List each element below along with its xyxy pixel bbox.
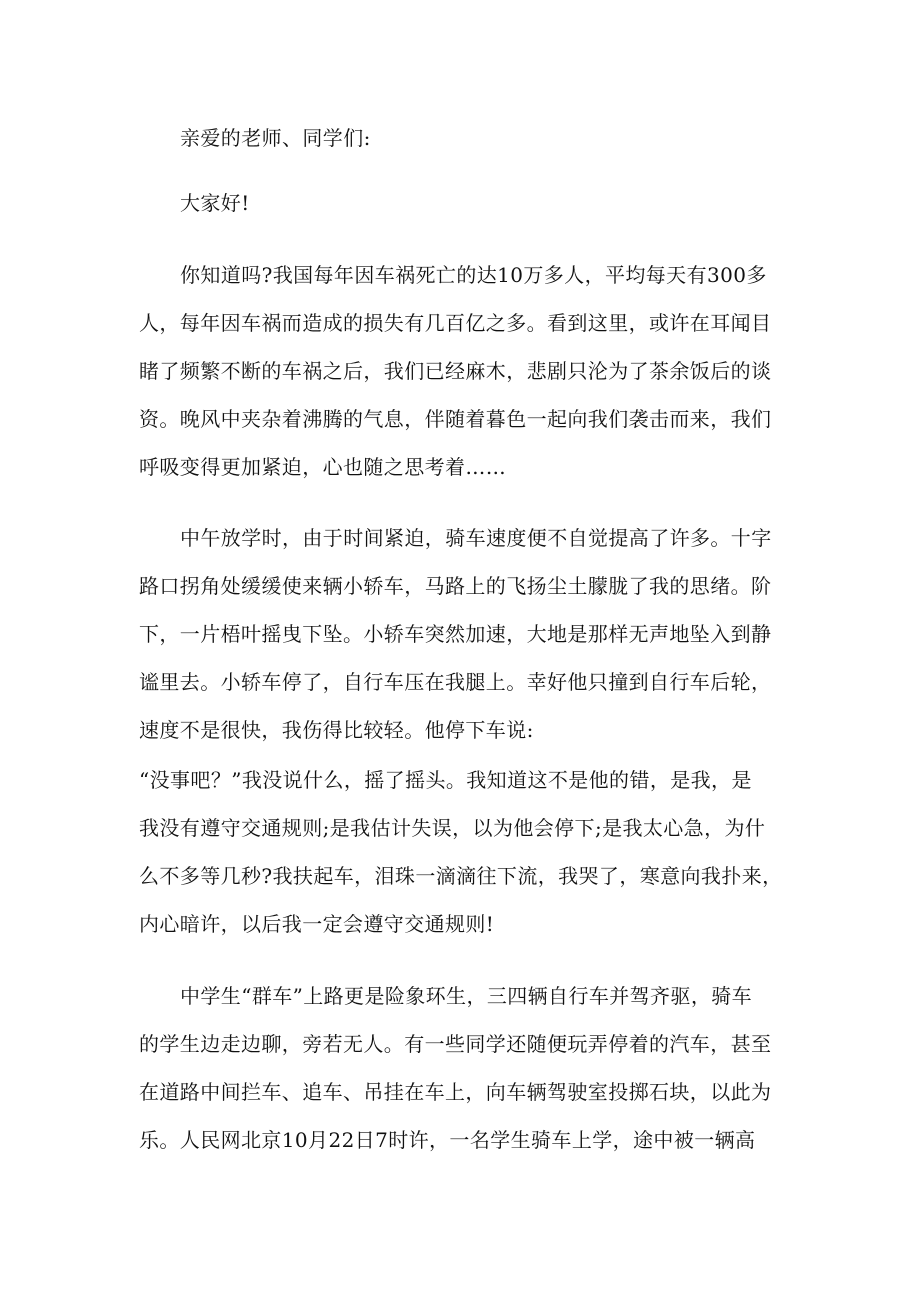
greeting: 大家好! (180, 191, 250, 215)
paragraph4-line3: 在道路中间拦车、追车、吊挂在车上，向车辆驾驶室投掷石块，以此为 (139, 1080, 772, 1104)
paragraph4-line4: 乐。人民网北京10月22日7时许，一名学生骑车上学，途中被一辆高 (139, 1128, 756, 1152)
paragraph3-line2: 我没有遵守交通规则;是我估计失误，以为他会停下;是我太心急，为什 (139, 816, 766, 840)
paragraph2-line2: 路口拐角处缓缓使来辆小轿车，马路上的飞扬尘土朦胧了我的思绪。阶 (139, 574, 772, 598)
paragraph1-line2: 人，每年因车祸而造成的损失有几百亿之多。看到这里，或许在耳闻目 (139, 311, 772, 335)
paragraph4-line1: 中学生“群车”上路更是险象环生，三四辆自行车并驾齐驱，骑车 (180, 984, 753, 1008)
paragraph1-line5: 呼吸变得更加紧迫，心也随之思考着…… (139, 455, 507, 479)
paragraph3-line1: “没事吧？”我没说什么，摇了摇头。我知道这不是他的错，是我，是 (139, 768, 752, 792)
paragraph2-line5: 速度不是很快，我伤得比较轻。他停下车说: (139, 718, 534, 742)
paragraph2-line4: 谧里去。小轿车停了，自行车压在我腿上。幸好他只撞到自行车后轮， (139, 670, 772, 694)
paragraph1-line1: 你知道吗?我国每年因车祸死亡的达10万多人，平均每天有300多 (180, 263, 767, 287)
paragraph2-line3: 下，一片梧叶摇曳下坠。小轿车突然加速，大地是那样无声地坠入到静 (139, 622, 772, 646)
paragraph1-line3: 睹了频繁不断的车祸之后，我们已经麻木，悲剧只沦为了茶余饭后的谈 (139, 359, 772, 383)
paragraph3-line3: 么不多等几秒?我扶起车，泪珠一滴滴往下流，我哭了，寒意向我扑来， (139, 864, 783, 888)
paragraph1-line4: 资。晚风中夹杂着沸腾的气息，伴随着暮色一起向我们袭击而来，我们 (139, 407, 772, 431)
salutation: 亲爱的老师、同学们: (180, 126, 371, 150)
paragraph4-line2: 的学生边走边聊，旁若无人。有一些同学还随便玩弄停着的汽车，甚至 (139, 1032, 772, 1056)
paragraph3-line4: 内心暗许，以后我一定会遵守交通规则! (139, 912, 495, 936)
paragraph2-line1: 中午放学时，由于时间紧迫，骑车速度便不自觉提高了许多。十字 (180, 526, 772, 550)
